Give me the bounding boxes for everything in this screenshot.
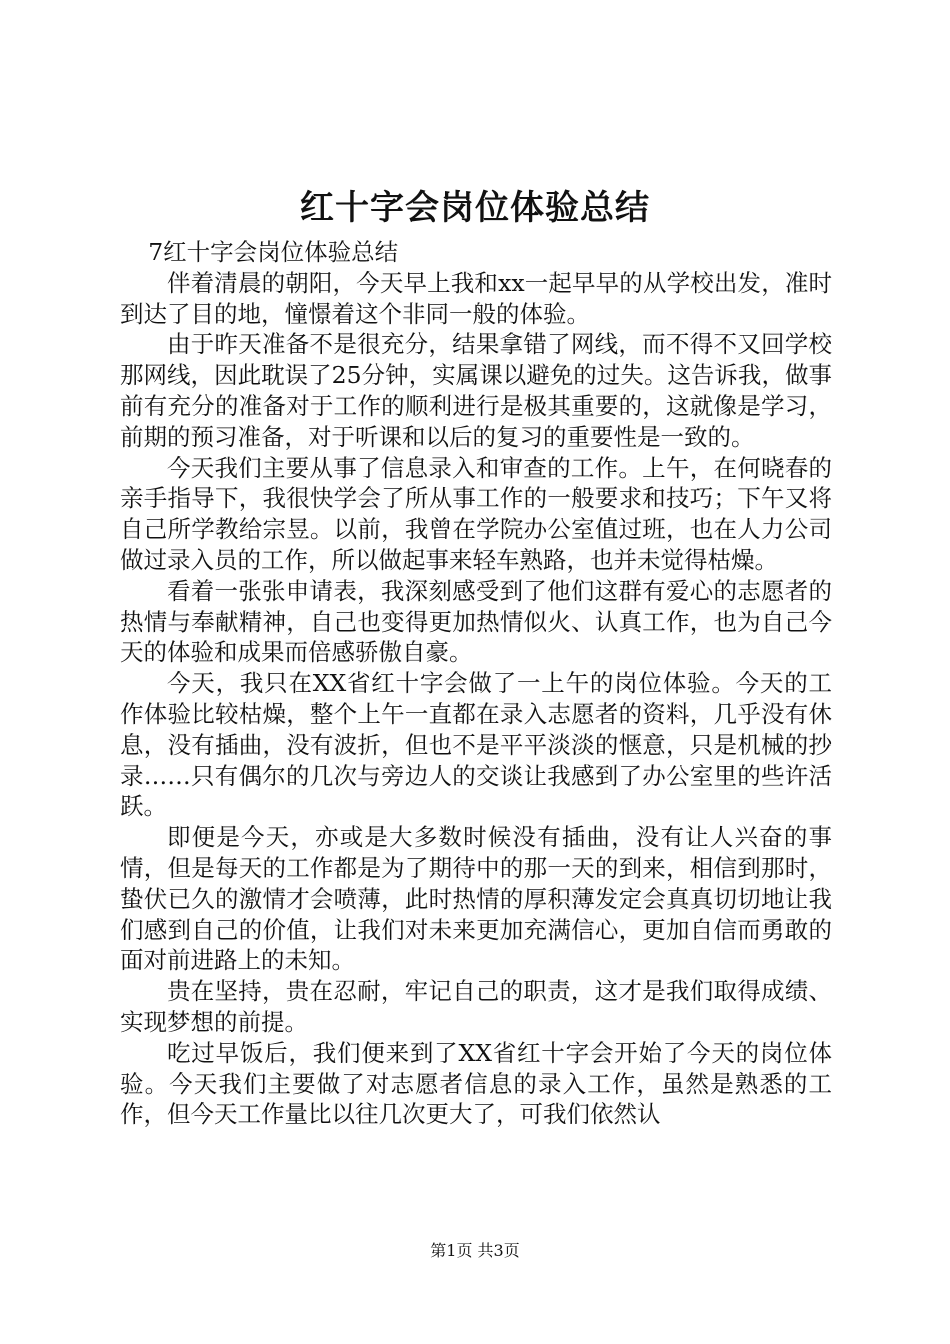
paragraph: 即便是今天，亦或是大多数时候没有插曲，没有让人兴奋的事情，但是每天的工作都是为了期待中的那一天的到来，相信到那时，蛰伏已久的激情才会喷薄，此时热情的厚积薄发定会真真切切地让我们感到自己的价值，让我们对未来更加充满信心，更加自信而勇敢的面对前进路上的未知。 (120, 823, 832, 975)
paragraph: 伴着清晨的朝阳，今天早上我和xx一起早早的从学校出发，准时到达了目的地，憧憬着这个非同一般的体验。 (120, 268, 832, 328)
paragraph: 由于昨天准备不是很充分，结果拿错了网线，而不得不又回学校那网线，因此耽误了25分钟，实属课以避免的过失。这告诉我，做事前有充分的准备对于工作的顺利进行是极其重要的，这就像是学习，前期的预习准备，对于听课和以后的复习的重要性是一致的。 (120, 330, 832, 451)
page-footer: 第1页 共3页 (430, 1241, 520, 1260)
paragraph: 看着一张张申请表，我深刻感受到了他们这群有爱心的志愿者的热情与奉献精神，自己也变得更加热情似火、认真工作，也为自己今天的体验和成果而倍感骄傲自豪。 (120, 576, 832, 667)
document-subtitle: 7红十字会岗位体验总结 (148, 238, 399, 266)
paragraph: 吃过早饭后，我们便来到了XX省红十字会开始了今天的岗位体验。今天我们主要做了对志愿者信息的录入工作，虽然是熟悉的工作，但今天工作量比以往几次更大了，可我们依然认 (120, 1038, 832, 1129)
paragraph: 今天，我只在XX省红十字会做了一上午的岗位体验。今天的工作体验比较枯燥，整个上午一直都在录入志愿者的资料，几乎没有休息，没有插曲，没有波折，但也不是平平淡淡的惬意，只是机械的抄录……只有偶尔的几次与旁边人的交谈让我感到了办公室里的些许活跃。 (120, 669, 832, 821)
paragraph: 贵在坚持，贵在忍耐，牢记自己的职责，这才是我们取得成绩、实现梦想的前提。 (120, 977, 832, 1036)
paragraph: 今天我们主要从事了信息录入和审查的工作。上午，在何晓春的亲手指导下，我很快学会了所从事工作的一般要求和技巧；下午又将自己所学教给宗昱。以前，我曾在学院办公室值过班，也在人力公司做过录入员的工作，所以做起事来轻车熟路，也并未觉得枯燥。 (120, 453, 832, 574)
document-title: 红十字会岗位体验总结 (300, 188, 650, 228)
document-body (120, 237, 832, 1130)
